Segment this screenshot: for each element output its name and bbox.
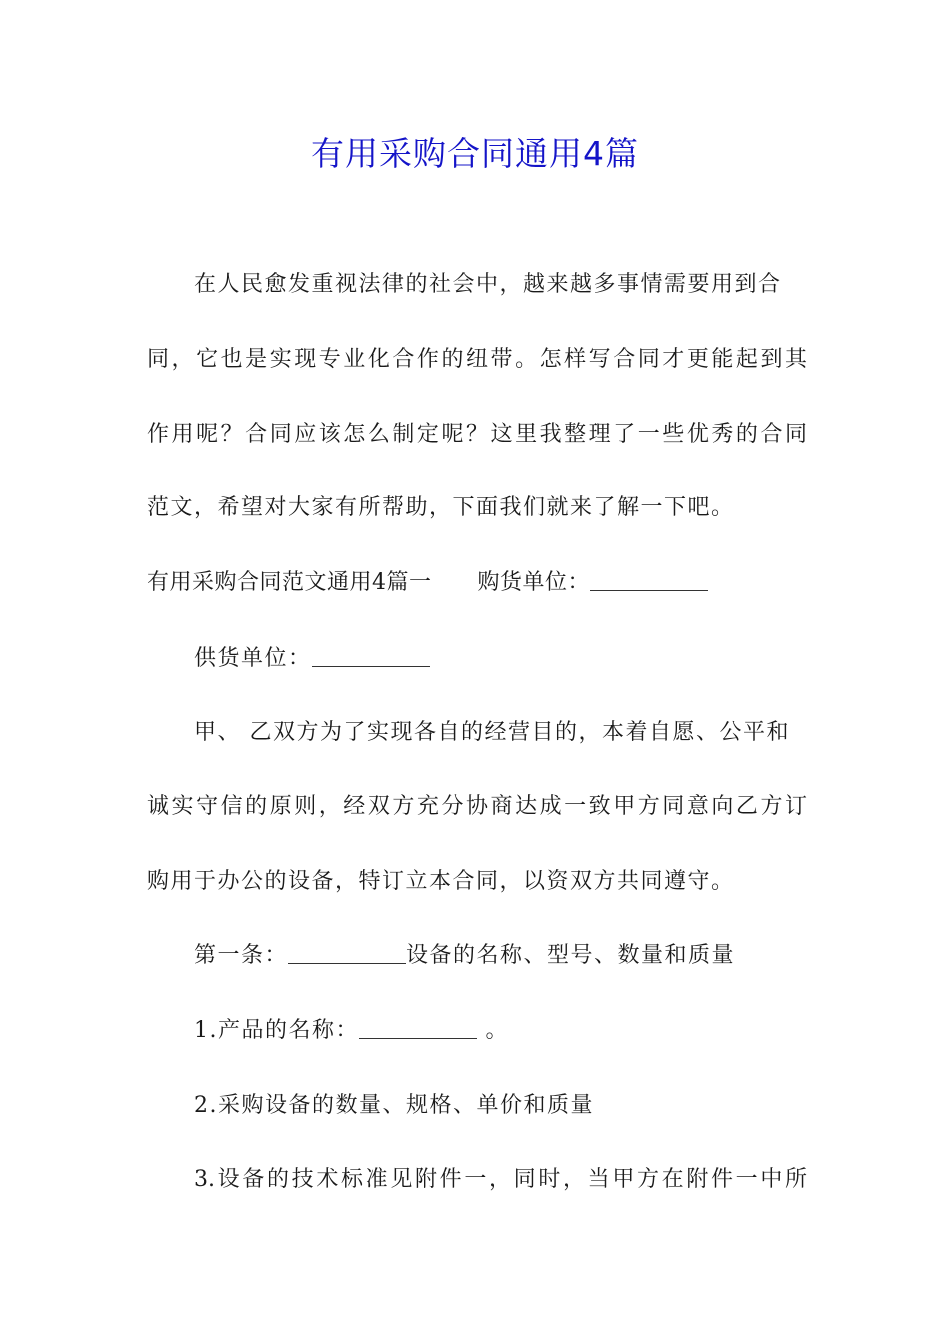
section-heading: 有用采购合同范文通用4篇一 [147, 570, 432, 595]
article1-line [194, 941, 854, 971]
item1-suffix: 。 [477, 1018, 509, 1043]
article1-suffix: 设备的名称、型号、数量和质量 [406, 943, 736, 968]
item2-line: 2.采购设备的数量、规格、单价和质量 [194, 1093, 594, 1118]
intro-line-4: 范文，希望对大家有所帮助，下面我们就来了解一下吧。 [147, 495, 735, 520]
supplier-label: 供货单位： [194, 646, 312, 671]
document-title: 有用采购合同通用4篇 [311, 134, 639, 173]
supplier-line [194, 644, 854, 674]
para1-line-2: 诚实守信的原则，经双方充分协商达成一致甲方同意向乙方订 [147, 794, 807, 819]
item1-prefix: 1.产品的名称： [194, 1018, 359, 1043]
article1-blank [288, 941, 406, 964]
item1-line [194, 1016, 854, 1046]
buyer-blank [590, 568, 708, 591]
item3-line: 3.设备的技术标准见附件一，同时，当甲方在附件一中所 [194, 1167, 807, 1192]
intro-line-1: 在人民愈发重视法律的社会中，越来越多事情需要用到合 [194, 272, 782, 297]
intro-line-3: 作用呢？合同应该怎么制定呢？这里我整理了一些优秀的合同 [147, 422, 807, 447]
para1-line-1: 甲、 乙双方为了实现各自的经营目的，本着自愿、公平和 [194, 720, 790, 745]
supplier-blank [312, 644, 430, 667]
buyer-label: 购货单位： [477, 570, 591, 595]
para1-line-3: 购用于办公的设备，特订立本合同，以资双方共同遵守。 [147, 869, 735, 894]
article1-prefix: 第一条： [194, 943, 289, 968]
section-heading-line [147, 568, 807, 598]
intro-line-2: 同，它也是实现专业化合作的纽带。怎样写合同才更能起到其 [147, 347, 807, 372]
item1-blank [359, 1016, 477, 1039]
